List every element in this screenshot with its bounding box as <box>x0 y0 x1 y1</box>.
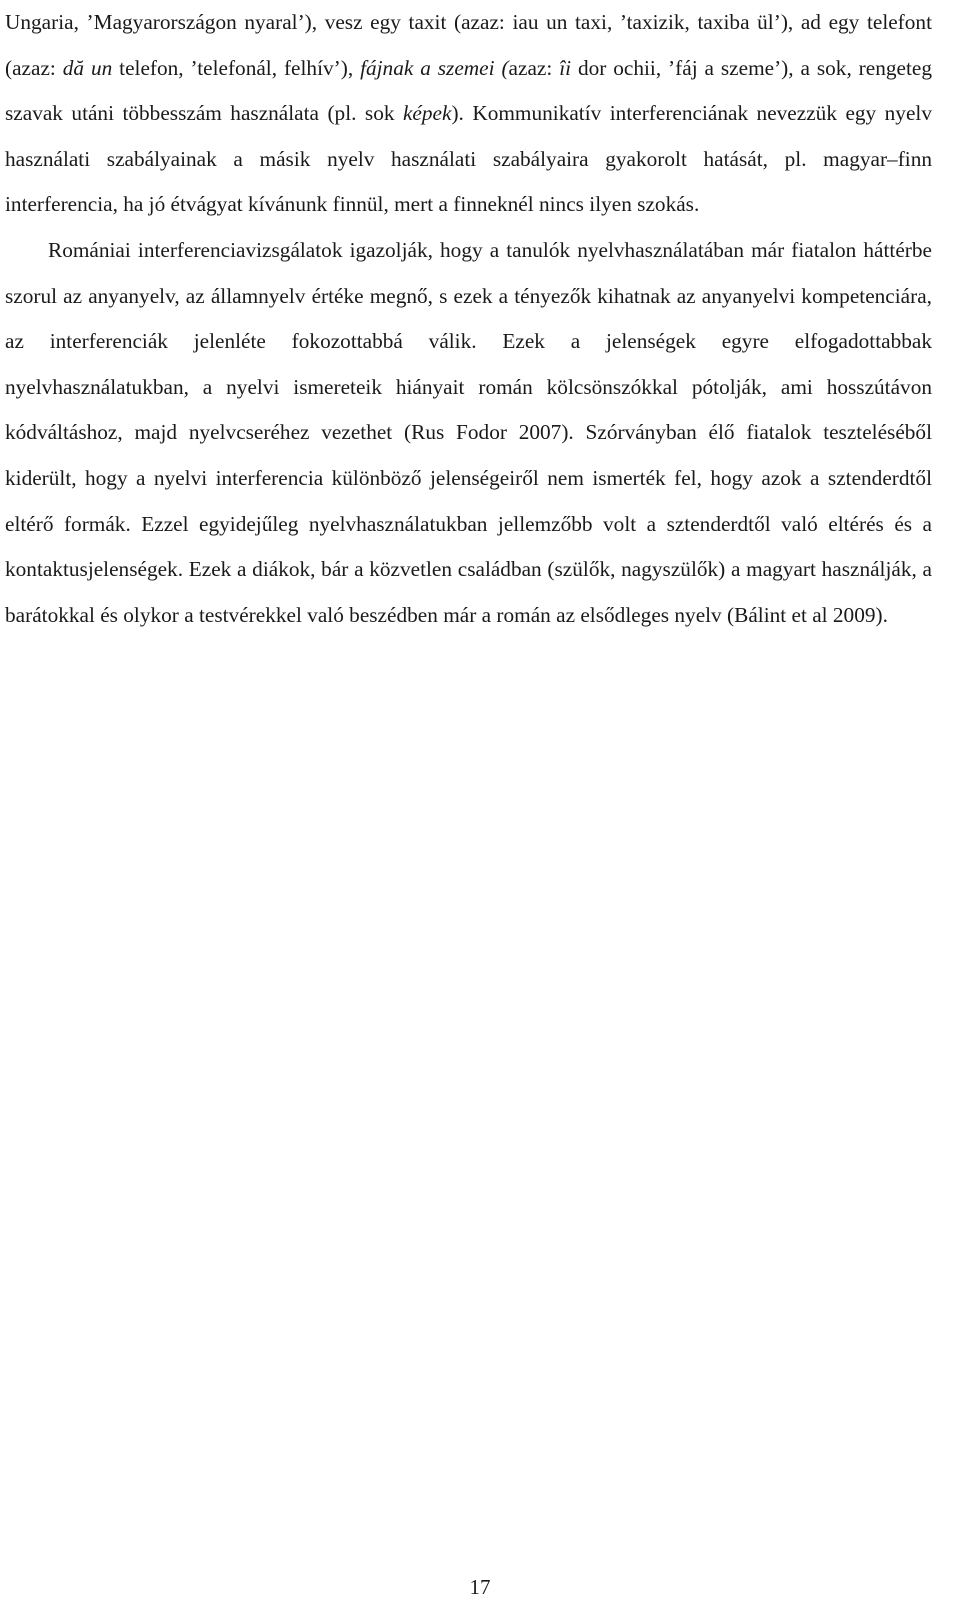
document-page <box>5 0 932 638</box>
paragraph-continued <box>5 0 932 228</box>
text-run: Ungaria, ’Magyarországon nyaral’), vesz egy taxit (azaz: iau un taxi, ’taxizik, taxiba ül’), ad egy telefont (azaz: <box>5 10 932 80</box>
text-run: azaz: <box>508 55 560 80</box>
romanian-example: îi <box>559 55 572 80</box>
text-run: dor ochii, ’fáj a szeme’), a sok, rengeteg szavak utáni többesszám használata (pl. sok <box>5 55 932 126</box>
hungarian-example: fájnak a szemei ( <box>360 55 509 80</box>
hungarian-example: képek <box>402 101 452 126</box>
text-run: ). Kommunikatív interferenciának nevezzük egy nyelv használati szabályainak a másik nyelv használati szabályaira gyakorolt hatását, pl. magyar–finn interferencia, ha jó étvágyat kívánunk finnül, mert a finneknél nincs ilyen szokás. <box>5 101 932 217</box>
text-run: telefon, ’telefonál, felhív’), <box>112 55 361 80</box>
paragraph: Romániai interferenciavizsgálatok igazolják, hogy a tanulók nyelvhasználatában már fiatalon háttérbe szorul az anyanyelv, az államnyelv értéke megnő, s ezek a tényezők kihatnak az anyanyelvi kompetenciára, az interferenciák jelenléte fokozottabbá válik. Ezek a jelenségek egyre elfogadottabbak nyelvhasználatukban, a nyelvi ismereteik hiányait román kölcsönszókkal pótolják, ami hosszútávon kódváltáshoz, majd nyelvcseréhez vezethet (Rus Fodor 2007). Szórványban élő fiatalok teszteléséből kiderült, hogy a nyelvi interferencia különböző jelenségeiről nem ismerték fel, hogy azok a sztenderdtől eltérő formák. Ezzel egyidejűleg nyelvhasználatukban jellemzőbb volt a sztenderdtől való eltérés és a kontaktusjelenségek. Ezek a diákok, bár a közvetlen családban (szülők, nagyszülők) a magyart használják, a barátokkal és olykor a testvérekkel való beszédben már a román az elsődleges nyelv (Bálint et al 2009). <box>5 237 932 627</box>
romanian-example: dă un <box>62 55 113 80</box>
page-number: 17 <box>469 1575 491 1599</box>
